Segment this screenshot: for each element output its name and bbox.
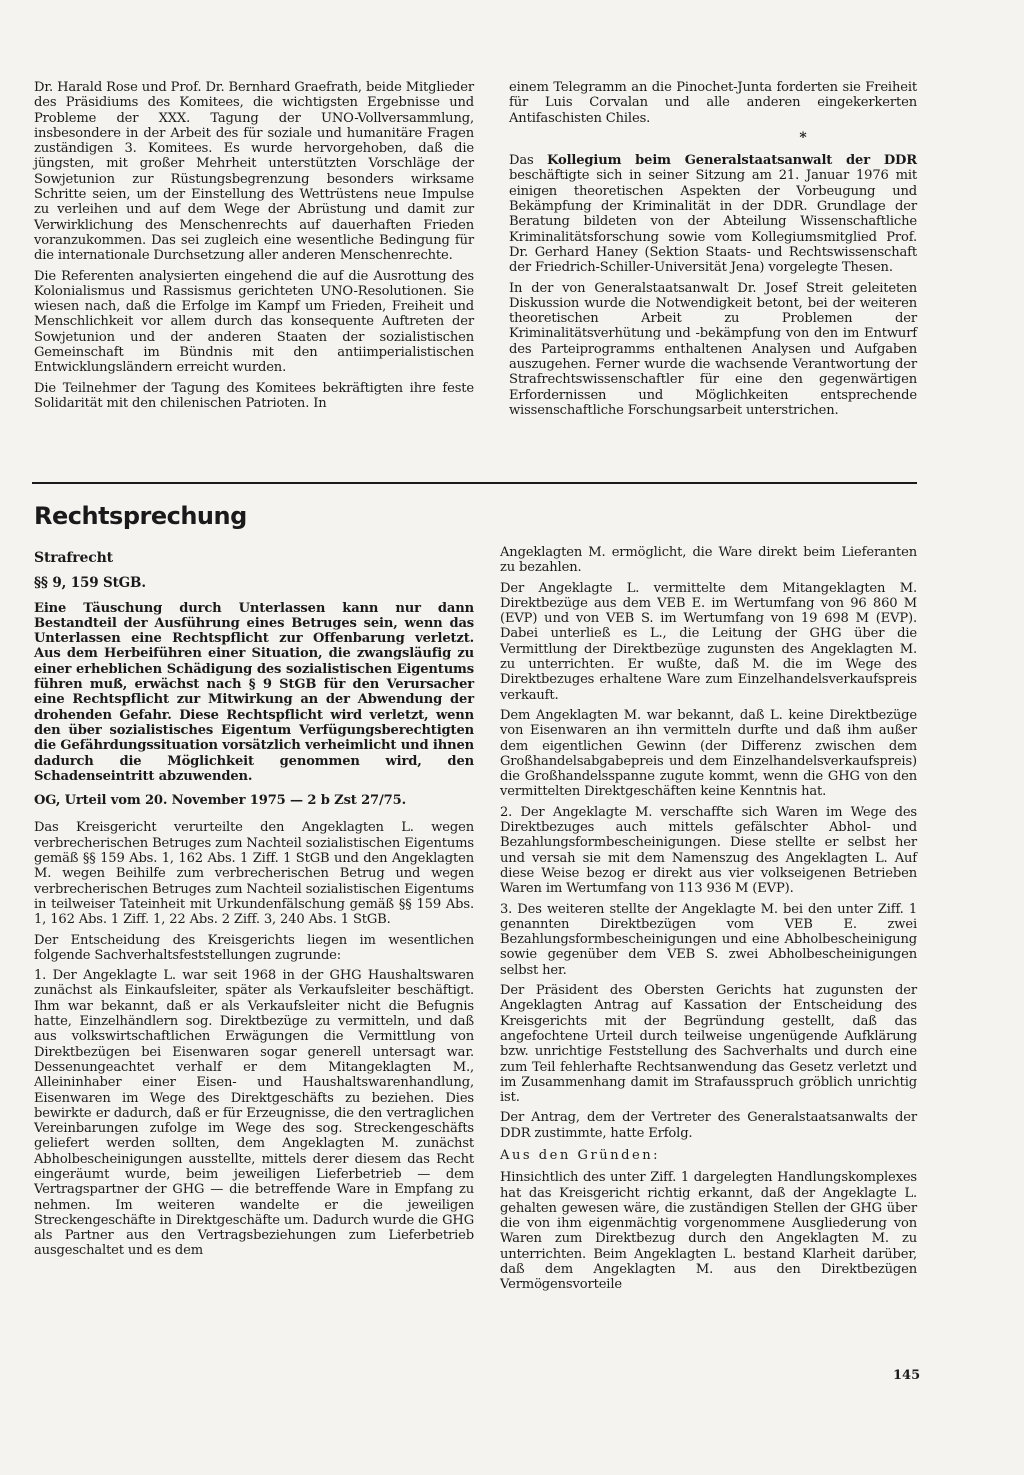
paragraph: einem Telegramm an die Pinochet-Junta forderten sie Freiheit für Luis Corvalan und alle anderen eingekerkerten Antifaschisten Chiles. [509,80,917,126]
kollegium-paragraph [509,153,917,275]
lead-text: Das [509,153,548,169]
headnote: Eine Täuschung durch Unterlassen kann nur dann Bestandteil der Ausführung eines Betruges sein, wenn das Unterlassen eine Rechtspflicht zur Offenbarung verletzt. Aus dem Herbeiführen einer Situation, die zwangsläufig zu einer erheblichen Schädigung des sozialistischen Eigentums führen muß, erwächst nach § 9 StGB für den Verursacher eine Rechtspflicht zur Mitwirkung an der Abwendung der drohenden Gefahr. Diese Rechtspflicht wird verletzt, wenn den über sozialistisches Eigentum Verfügungsberechtigten die Gefährdungssituation vorsätzlich verheimlicht und ihnen dadurch die Möglichkeit genommen wird, den Schadenseintritt abzuwenden. [34,600,474,784]
statute-reference: §§ 9, 159 StGB. [34,575,146,592]
paragraph-text: beschäftigte sich in seiner Sitzung am 21. Januar 1976 mit einigen theoretischen Aspekten der Vorbeugung und Bekämpfung der Kriminalität in der DDR. Grundlage der Beratung bildeten von der Abteilung Wissenschaftliche Kriminalitätsforschung sowie vom Kollegiumsmitglied Prof. Dr. Gerhard Haney (Sektion Staats- und Rechtswissenschaft der Friedrich-Schiller-Universität Jena) vorgelegte Thesen. [509,168,917,276]
paragraph: Der Entscheidung des Kreisgerichts liegen im wesentlichen folgende Sachverhaltsfeststellungen zugrunde: [34,932,474,963]
paragraph: In der von Generalstaatsanwalt Dr. Josef Streit geleiteten Diskussion wurde die Notwendigkeit betont, bei der weiteren theoretischen Arbeit zu Problemen der Kriminalitätsverhütung und -bekämpfung von den im Entwurf des Parteiprogramms enthaltenen Analysen und Aufgaben auszugehen. Ferner wurde die wachsende Verantwortung der Strafrechtswissenschaftler für eine den gegenwärtigen Erfordernissen und Möglichkeiten entsprechende wissenschaftliche Forschungsarbeit unterstrichen. [509,280,917,418]
paragraph: 3. Des weiteren stellte der Angeklagte M. bei den unter Ziff. 1 genannten Direktbezügen vom VEB E. zwei Bezahlungsformbescheinigungen und eine Abholbescheinigung sowie gegenüber dem VEB S. zwei Abholbescheinigungen selbst her. [500,901,917,978]
lead-bold-text: Kollegium beim Generalstaatsanwalt der DDR [547,153,917,169]
page-number: 145 [893,1368,921,1383]
paragraph: Hinsichtlich des unter Ziff. 1 dargelegten Handlungskomplexes hat das Kreisgericht richtig erkannt, daß der Angeklagte L. gehalten gewesen wäre, die zuständigen Stellen der GHG über die von ihm eigenmächtig vorgenommene Ausgliederung von Waren zum Direktbezug durch den Angeklagten M. zu unterrichten. Beim Angeklagten L. bestand Klarheit darüber, daß dem Angeklagten M. aus den Direktbezügen Vermögensvorteile [500,1170,917,1293]
paragraph: Der Angeklagte L. vermittelte dem Mitangeklagten M. Direktbezüge aus dem VEB E. im Wertumfang von 96 860 M (EVP) und von VEB S. im Wertumfang von 19 698 M (EVP). Dabei unterließ es L., die Leitung der GHG über die Vermittlung der Direktbezüge zugunsten des Angeklagten M. zu unterrichten. Er wußte, daß M. die im Wege des Direktbezuges erhaltene Ware zum Einzelhandelsverkaufspreis verkauft. [500,580,917,703]
grounds-heading: Aus den Gründen: [500,1147,661,1163]
paragraph: Angeklagten M. ermöglicht, die Ware direkt beim Lieferanten zu bezahlen. [500,545,917,576]
paragraph: Die Teilnehmer der Tagung des Komitees bekräftigten ihre feste Solidarität mit den chilenischen Patrioten. In [34,380,474,411]
paragraph: 2. Der Angeklagte M. verschaffte sich Waren im Wege des Direktbezuges auch mittels gefälschter Abhol- und Bezahlungsformbescheinigungen. Diese stellte er selbst her und versah sie mit dem Namenszug des Angeklagten L. Auf diese Weise bezog er direkt aus vier volkseigenen Betrieben Waren im Wertumfang von 113 936 M (EVP). [500,804,917,897]
paragraph: Der Antrag, dem der Vertreter des Generalstaatsanwalts der DDR zustimmte, hatte Erfolg. [500,1110,917,1141]
top-left-column [34,80,474,416]
paragraph: Die Referenten analysierten eingehend die auf die Ausrottung des Kolonialismus und Rassismus gerichteten UNO-Resolutionen. Sie wiesen nach, daß die Erfolge im Kampf um Frieden, Freiheit und Menschlichkeit vor allem durch das konsequente Auftreten der Sowjetunion und der anderen Staaten der sozialistischen Gemeinschaft im Bündnis mit den antiimperialistischen Entwicklungsländern erreicht wurden. [34,268,474,376]
decision-citation: OG, Urteil vom 20. November 1975 — 2 b Zst 27/75. [34,793,406,809]
law-area-heading: Strafrecht [34,550,114,566]
case-right-column [500,545,917,1298]
paragraph: Dr. Harald Rose und Prof. Dr. Bernhard Graefrath, beide Mitglieder des Präsidiums des Komitees, die wichtigsten Ergebnisse und Probleme der XXX. Tagung der UNO-Vollversammlung, insbesondere in der Arbeit des für soziale und humanitäre Fragen zuständigen 3. Komitees. Es wurde hervorgehoben, daß die jüngsten, mit großer Mehrheit unterstützten Vorschläge der Sowjetunion zur Rüstungsbegrenzung besonders wirksame Schritte seien, um der Einstellung des Wettrüstens neue Impulse zu verleihen und auf dem Wege der Abrüstung und damit zur Verwirklichung des Menschenrechts auf dauerhaften Frieden voranzukommen. Das sei zugleich eine wesentliche Bedingung für die internationale Durchsetzung aller anderen Menschenrechte. [34,80,474,264]
paragraph: Der Präsident des Obersten Gerichts hat zugunsten der Angeklagten Antrag auf Kassation der Entscheidung des Kreisgerichts mit der Begründung gestellt, daß das angefochtene Urteil durch teilweise ungenügende Aufklärung bzw. unrichtige Feststellung des Sachverhalts und durch eine zum Teil fehlerhafte Rechtsanwendung das Gesetz verletzt und im Zusammenhang damit im Strafausspruch gröblich unrichtig ist. [500,983,917,1106]
paragraph: Dem Angeklagten M. war bekannt, daß L. keine Direktbezüge von Eisenwaren an ihn vermitteln durfte und daß ihm außer dem eigentlichen Gewinn (der Differenz zwischen dem Großhandelsabgabepreis und dem Einzelhandelsverkaufspreis) die Großhandelsspanne zugute kommt, wenn die GHG von den vermittelten Direktgeschäften keine Kenntnis hat. [500,707,917,800]
case-left-column [34,545,474,1264]
top-right-column [509,80,917,423]
separator-asterisk: * [799,129,807,146]
section-title: Rechtsprechung [34,502,247,530]
paragraph: Das Kreisgericht verurteilte den Angeklagten L. wegen verbrecherischen Betruges zum Nachteil sozialistischen Eigentums gemäß §§ 159 Abs. 1, 162 Abs. 1 Ziff. 1 StGB und den Angeklagten M. wegen Beihilfe zum verbrecherischen Betrug und wegen verbrecherischen Betruges zum Nachteil sozialistischen Eigentums in teilweiser Tateinheit mit Urkundenfälschung gemäß §§ 159 Abs. 1, 162 Abs. 1 Ziff. 1, 22 Abs. 2 Ziff. 3, 240 Abs. 1 StGB. [34,820,474,928]
section-divider [32,482,917,484]
paragraph: 1. Der Angeklagte L. war seit 1968 in der GHG Haushaltswaren zunächst als Einkaufsleiter, später als Verkaufsleiter beschäftigt. Ihm war bekannt, daß er als Verkaufsleiter nicht die Befugnis hatte, Einzelhändlern sog. Direktbezüge zu vermitteln, und daß aus volkswirtschaftlichen Erwägungen die Vermittlung von Direktbezügen bei Eisenwaren sogar generell untersagt war. Dessenungeachtet verhalf er dem Mitangeklagten M., Alleininhaber einer Eisen- und Haushaltswarenhandlung, Eisenwaren im Wege des Direktgeschäfts zu beziehen. Dies bewirkte er dadurch, daß er für Erzeugnisse, die den vertraglichen Vereinbarungen zufolge im Wege des sog. Streckengeschäfts geliefert werden sollten, dem Angeklagten M. zunächst Abholbescheinigungen ausstellte, mittels derer diesem das Recht eingeräumt wurde, beim jeweiligen Lieferbetrieb — dem Vertragspartner der GHG — die betreffende Ware in Empfang zu nehmen. Im weiteren wandelte er die jeweiligen Streckengeschäfte in Direktgeschäfte um. Dadurch wurde die GHG als Partner aus den Vertragsbeziehungen zum Lieferbetrieb ausgeschaltet und es dem [34,968,474,1259]
